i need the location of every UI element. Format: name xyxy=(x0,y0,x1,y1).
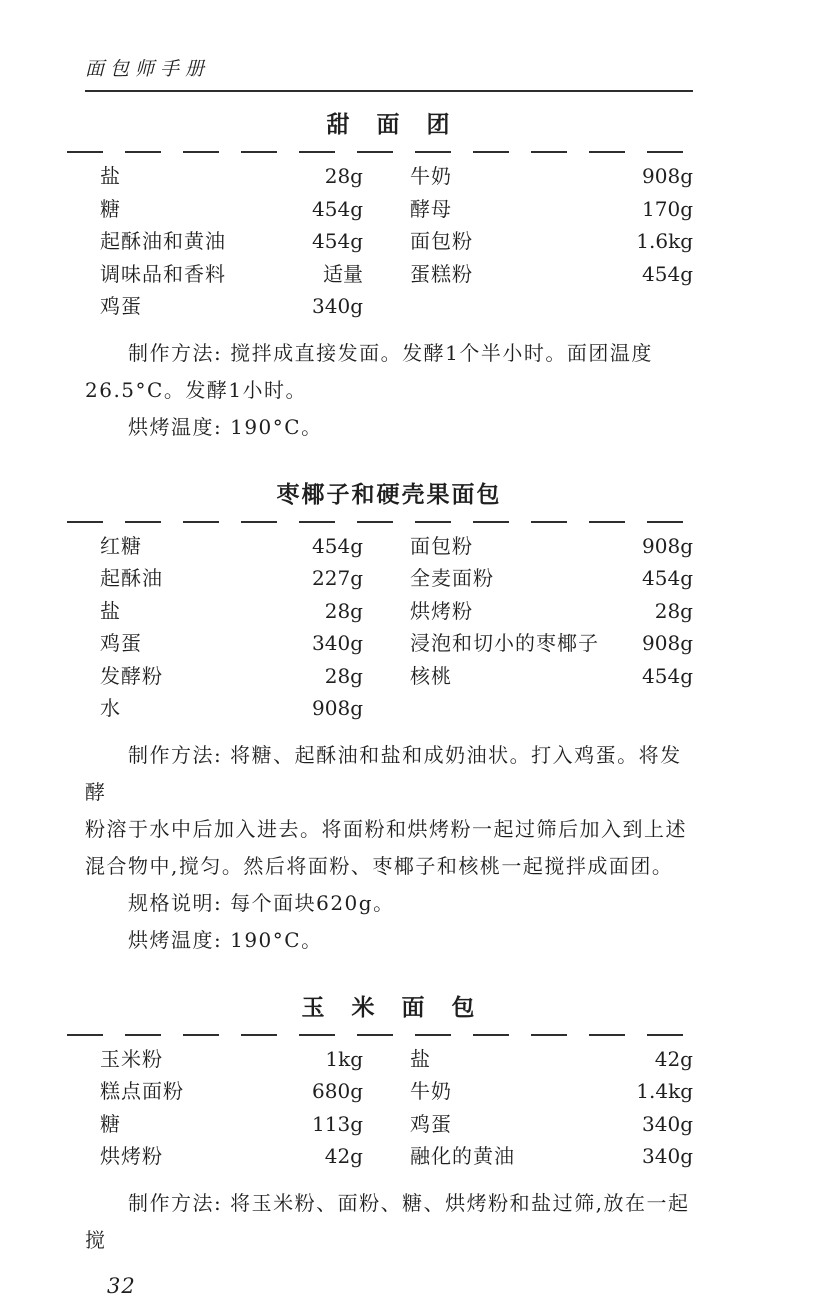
ingredient-row xyxy=(85,1075,693,1108)
ingredient-name: 面包粉 xyxy=(410,229,473,253)
ingredient-name: 烘烤粉 xyxy=(100,1144,163,1168)
ingredient-row xyxy=(85,562,693,595)
recipe-title: 甜 面 团 xyxy=(326,111,452,138)
ingredient-row xyxy=(85,258,693,291)
ingredient-name: 全麦面粉 xyxy=(410,566,494,590)
method-paragraph xyxy=(85,737,693,959)
ingredient-amount: 适量 xyxy=(323,261,363,286)
ingredient-name: 糕点面粉 xyxy=(100,1079,184,1103)
method-line: 混合物中,搅匀。然后将面粉、枣椰子和核桃一起搅拌成面团。 xyxy=(85,853,674,878)
ingredient-name: 红糖 xyxy=(100,533,142,558)
recipe-title: 玉 米 面 包 xyxy=(301,993,477,1021)
ingredient-amount: 28g xyxy=(324,164,363,188)
spec-line: 规格说明: 每个面块620g。 xyxy=(128,890,395,915)
method-line: 制作方法: 将糖、起酥油和盐和成奶油状。打入鸡蛋。将发酵 xyxy=(85,742,682,804)
recipe-section-sweet-dough xyxy=(85,106,693,446)
ingredient-name: 鸡蛋 xyxy=(100,294,142,318)
ingredient-amount: 113g xyxy=(312,1111,363,1136)
ingredient-amount: 340g xyxy=(642,1144,693,1168)
book-title-running-head: 面包师手册 xyxy=(85,58,211,80)
title-underline xyxy=(67,1034,693,1036)
ingredient-name: 盐 xyxy=(410,1046,431,1071)
title-underline xyxy=(67,521,693,523)
ingredient-name: 糖 xyxy=(100,196,121,221)
ingredient-name: 鸡蛋 xyxy=(410,1111,452,1136)
ingredient-name: 面包粉 xyxy=(410,533,473,558)
ingredient-name: 核桃 xyxy=(410,663,452,688)
ingredient-amount: 340g xyxy=(642,1111,693,1136)
ingredient-row xyxy=(85,660,693,693)
ingredient-row xyxy=(85,595,693,628)
recipe-section-date-nut-bread xyxy=(85,476,693,959)
ingredient-row xyxy=(85,193,693,226)
baking-temperature-line: 烘烤温度: 190°C。 xyxy=(128,927,323,952)
ingredient-amount: 1.6kg xyxy=(636,229,693,253)
ingredient-amount: 908g xyxy=(642,533,693,558)
ingredient-table xyxy=(85,160,693,323)
ingredient-amount: 454g xyxy=(312,196,363,221)
method-line: 制作方法: 将玉米粉、面粉、糖、烘烤粉和盐过筛,放在一起搅 xyxy=(85,1190,690,1252)
ingredient-amount: 28g xyxy=(324,663,363,688)
ingredient-amount: 454g xyxy=(642,663,693,688)
method-line: 26.5°C。发酵1小时。 xyxy=(85,377,308,402)
ingredient-table xyxy=(85,530,693,725)
ingredient-amount: 680g xyxy=(312,1079,363,1103)
method-line: 制作方法: 搅拌成直接发面。发酵1个半小时。面团温度 xyxy=(128,340,653,365)
ingredient-row xyxy=(85,692,693,725)
ingredient-name: 牛奶 xyxy=(410,164,452,188)
ingredient-name: 起酥油 xyxy=(100,566,163,590)
ingredient-amount: 28g xyxy=(654,598,693,623)
ingredient-row xyxy=(85,530,693,563)
ingredient-amount: 1kg xyxy=(325,1046,363,1071)
recipe-title: 枣椰子和硬壳果面包 xyxy=(276,480,502,508)
ingredient-name: 水 xyxy=(100,696,121,720)
ingredient-row xyxy=(85,290,693,323)
ingredient-amount: 454g xyxy=(642,566,693,590)
ingredient-name: 牛奶 xyxy=(410,1079,452,1103)
ingredient-name: 糖 xyxy=(100,1111,121,1136)
ingredient-name: 发酵粉 xyxy=(100,663,163,688)
ingredient-name: 酵母 xyxy=(410,196,452,221)
ingredient-name: 鸡蛋 xyxy=(100,631,142,655)
ingredient-amount: 28g xyxy=(324,598,363,623)
ingredient-amount: 908g xyxy=(642,631,693,655)
ingredient-amount: 908g xyxy=(642,164,693,188)
ingredient-name: 浸泡和切小的枣椰子 xyxy=(410,631,599,655)
ingredient-name: 起酥油和黄油 xyxy=(100,229,226,253)
ingredient-row xyxy=(85,225,693,258)
ingredient-name: 烘烤粉 xyxy=(410,598,473,623)
ingredient-name: 调味品和香料 xyxy=(100,261,226,286)
baking-temperature-line: 烘烤温度: 190°C。 xyxy=(128,414,323,439)
recipe-section-corn-bread xyxy=(85,989,693,1259)
ingredient-amount: 42g xyxy=(654,1046,693,1071)
header-rule xyxy=(85,90,693,92)
ingredient-name: 玉米粉 xyxy=(100,1046,163,1071)
ingredient-row xyxy=(85,1108,693,1141)
ingredient-name: 融化的黄油 xyxy=(410,1144,515,1168)
method-paragraph xyxy=(85,335,693,446)
ingredient-amount: 227g xyxy=(312,566,363,590)
ingredient-amount: 454g xyxy=(642,261,693,286)
page-number: 32 xyxy=(107,1273,136,1298)
ingredient-amount: 908g xyxy=(312,696,363,720)
ingredient-amount: 340g xyxy=(312,294,363,318)
ingredient-amount: 1.4kg xyxy=(636,1079,693,1103)
ingredient-name: 蛋糕粉 xyxy=(410,261,473,286)
ingredient-name: 盐 xyxy=(100,598,121,623)
ingredient-amount: 454g xyxy=(312,533,363,558)
ingredient-row xyxy=(85,1140,693,1173)
ingredient-amount: 340g xyxy=(312,631,363,655)
page-content xyxy=(85,0,693,1298)
method-line: 粉溶于水中后加入进去。将面粉和烘烤粉一起过筛后加入到上述 xyxy=(85,816,687,841)
title-underline xyxy=(67,151,693,153)
ingredient-amount: 454g xyxy=(312,229,363,253)
ingredient-table xyxy=(85,1043,693,1173)
ingredient-amount: 42g xyxy=(324,1144,363,1168)
method-paragraph xyxy=(85,1185,693,1259)
ingredient-row xyxy=(85,1043,693,1076)
ingredient-amount: 170g xyxy=(642,196,693,221)
ingredient-row xyxy=(85,627,693,660)
ingredient-name: 盐 xyxy=(100,164,121,188)
ingredient-row xyxy=(85,160,693,193)
